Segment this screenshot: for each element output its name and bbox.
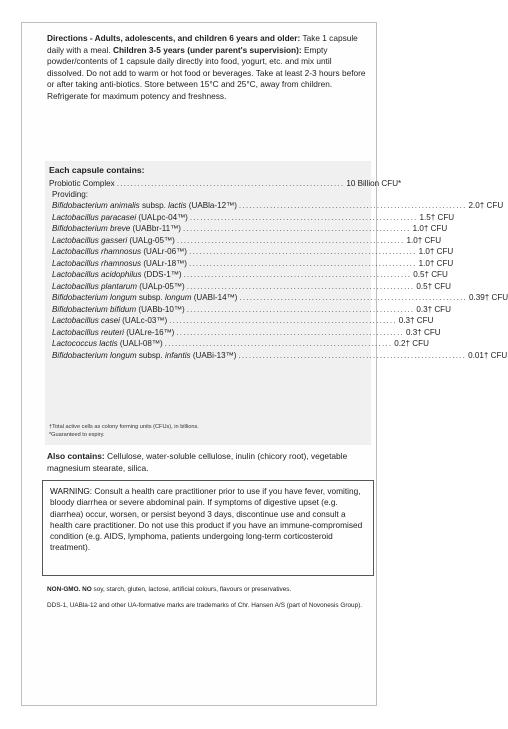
label-panel [21,22,508,706]
warning-text: Consult a health care practitioner prior to use if you have fever, vomiting, bloody diarrhea or severe abdominal pain. If symptoms of digestive upset (e.g. diarrhea) occur, worsen, or persist beyond 3 days, discontinue use and consult a health care practitioner. Do not use this product if you have an immune-compromised condition (e.g. AIDS, lymphoma, patients undergoing long-term corticosteroid treatment). [50,486,363,553]
strain-code: (UALpc-04™) [136,212,188,222]
strain-species: Lactobacillus gasseri [52,235,128,245]
strain-name [52,246,187,257]
strain-species: Lactobacillus plantarum [52,281,138,291]
strain-code: (UABb-10™) [136,304,185,314]
footnote-expiry: *Guaranteed to expiry. [49,432,105,438]
warning-label: WARNING: [50,486,93,496]
strain-row [52,212,455,223]
strain-species: Bifidobacterium longum [52,293,137,302]
strain-subsp-label: subsp. [136,350,165,360]
probiotic-complex-row [49,178,402,189]
strain-value: 1.0† CFU [418,247,454,256]
strain-row [52,350,508,361]
warning-box [42,480,374,576]
directions-text [47,33,369,103]
leader-dots: .................................................................. [182,224,411,233]
strain-species: Bifidobacterium longum [52,350,137,360]
strain-value: 1.0† CFU [412,224,448,233]
strain-species: Lactobacillus reuteri [52,327,124,337]
strain-value: 0.5† CFU [416,281,451,291]
strain-name [52,292,237,303]
strain-subsp-label: subsp. [136,293,165,302]
leader-dots: .................................................................. [176,327,404,337]
strain-code: (UALre-16™) [123,327,175,337]
strain-code: (UALr-18™) [141,258,187,268]
providing-row [52,189,365,200]
strain-species: Lactococcus lactis [52,339,118,348]
also-contains [47,451,369,474]
strain-species: Lactobacillus paracasei [52,212,137,222]
leader-dots: .................................................................. [169,316,397,325]
leader-dots: .................................................................. [238,201,467,210]
leader-dots: .................................................................. [164,339,393,348]
strain-value: 0.5† CFU [413,270,448,279]
strain-code: (UABl-14™) [191,293,238,302]
strain-value: 0.3† CFU [405,327,441,337]
strain-row [52,258,454,269]
probiotic-complex-name: Probiotic Complex [49,179,115,188]
leader-dots: .................................................................. [186,304,415,314]
also-contains-text: Cellulose, water-soluble cellulose, inulin (chicory root), vegetable magnesium stearate, silica. [47,451,348,473]
strain-species: Bifidobacterium animalis [52,201,140,210]
non-gmo-text: soy, starch, gluten, lactose, artificial colours, flavours or preservatives. [93,586,292,593]
strain-value: 0.2† CFU [394,339,429,348]
strain-species: Lactobacillus acidophilus [52,270,142,279]
strain-name [52,223,181,234]
non-gmo-label: NON-GMO. NO [47,586,92,593]
strain-code: (DDS-1™) [141,270,182,279]
strain-name [52,235,175,246]
providing-label: Providing: [52,190,88,199]
strain-row [52,292,508,303]
strain-row [52,304,451,315]
directions-children-text: Empty powder/contents of 1 capsule daily directly into food, yogurt, etc. and mix until dissolved. Do not add to warm or hot food or beverages. Take at least 2-3 hours before or after taking anti-biotics. Store between 15°C and 25°C, away from children. Refrigerate for maximum potency and freshness. [47,44,366,101]
directions-adult-text: Take 1 capsule daily with a meal. [47,33,358,55]
also-contains-label: Also contains: [47,451,105,461]
strain-name [52,269,182,280]
strain-row [52,338,429,349]
strain-row [52,235,442,246]
leader-dots: .................................................................. [116,179,345,188]
footnote-cfu: †Total active cells as colony forming units (CFUs), in billions. [49,424,199,430]
leader-dots: .................................................................. [239,293,467,302]
non-gmo-statement [47,585,369,594]
strain-species: Bifidobacterium breve [52,224,131,233]
strain-name [52,281,185,292]
leader-dots: .................................................................. [186,281,415,291]
strain-row [52,327,441,338]
strain-name [52,304,185,315]
strain-species: Lactobacillus rhamnosus [52,247,142,256]
strain-name [52,315,167,326]
strain-value: 0.01† CFU [468,350,508,360]
strain-row [52,223,448,234]
strain-code: (UALg-05™) [127,235,175,245]
strain-row [52,315,434,326]
strain-value: 0.3† CFU [398,316,434,325]
leader-dots: .................................................................. [188,258,417,268]
supplement-facts-block [45,161,508,445]
capsule-heading: Each capsule contains: [49,165,145,175]
leader-dots: .................................................................. [189,212,418,222]
strain-code: (UABla-12™) [186,201,237,210]
strain-code: (UALr-06™) [141,247,187,256]
strain-subspecies: infantis [164,350,191,360]
strain-row [52,281,451,292]
trademark-notice: DDS-1, UABla-12 and other UA-formative marks are trademarks of Chr. Hansen A/S (part of Novonesis Group). [47,602,363,609]
strain-value: 1.0† CFU [418,258,454,268]
directions-heading: Directions - Adults, adolescents, and children 6 years and older: [47,33,301,43]
probiotic-complex-value: 10 Billion CFU* [346,179,402,188]
directions-children-heading: Children 3-5 years (under parent's supervision): [112,44,302,55]
strain-species: Lactobacillus casei [52,316,120,325]
strain-name [52,200,237,211]
strain-value: 2.0† CFU [468,201,504,210]
strain-name [52,212,188,223]
leader-dots: .................................................................. [188,247,417,256]
strain-subsp-label: subsp. [139,201,169,210]
strain-value: 0.3† CFU [416,304,451,314]
strain-species: Lactobacillus rhamnosus [52,258,142,268]
strain-name [52,338,163,349]
leader-dots: .................................................................. [176,235,405,245]
strain-row [52,269,448,280]
strain-row [52,200,504,211]
strain-code: (UALp-05™) [137,281,185,291]
strain-subspecies: lactis [168,201,187,210]
strain-name [52,327,174,338]
strain-value: 0.39† CFU [468,293,508,302]
leader-dots: .................................................................. [183,270,412,279]
strain-species: Bifidobacterium bifidum [52,304,137,314]
strain-code: (UABbr-11™) [130,224,181,233]
strain-subspecies: longum [164,293,192,302]
leader-dots: .................................................................. [238,350,467,360]
strain-code: (UABi-13™) [190,350,237,360]
strain-code: (UALl-08™) [117,339,163,348]
strain-name [52,258,187,269]
strain-name [52,350,236,361]
strain-code: (UALc-03™) [119,316,168,325]
strain-value: 1.5† CFU [419,212,455,222]
strain-value: 1.0† CFU [406,235,442,245]
strain-row [52,246,454,257]
